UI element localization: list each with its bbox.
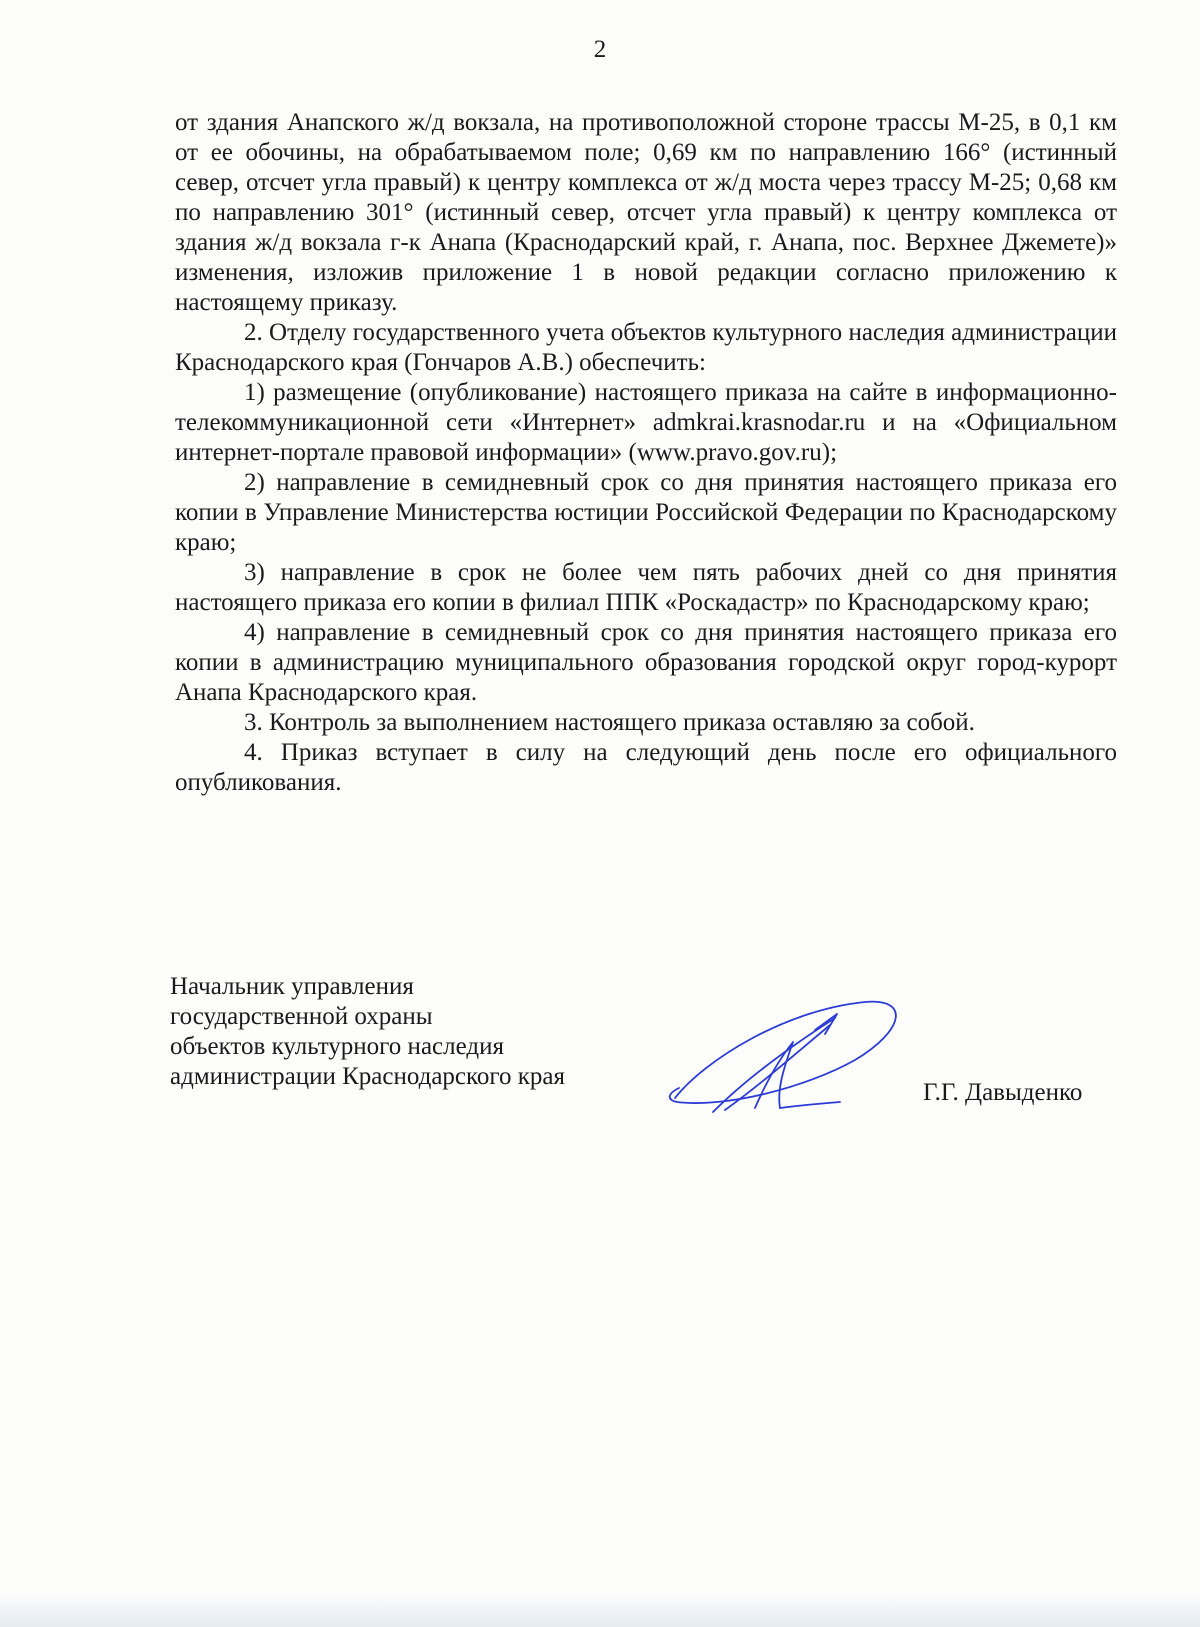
scan-shadow <box>0 1591 1200 1627</box>
document-body <box>175 108 1117 798</box>
signatory-name: Г.Г. Давыденко <box>923 1079 1083 1106</box>
paragraph-item-3: 3. Контроль за выполнением настоящего приказа оставляю за собой. <box>244 709 975 736</box>
page-number: 2 <box>593 36 607 63</box>
signatory-title-line: Начальник управления <box>170 973 414 1000</box>
paragraph-item-2: 2. Отделу государственного учета объектов культурного наследия администрации Краснодарского края (Гончаров А.В.) обеспечить: <box>175 319 1117 376</box>
paragraph-subitem-1: 1) размещение (опубликование) настоящего приказа на сайте в информационно-телекоммуникационной сети «Интернет» admkrai.krasnodar.ru и на «Официальном интернет-портале правовой информации» (www.pravo.gov.ru); <box>175 379 1117 466</box>
paragraph-subitem-2: 2) направление в семидневный срок со дня принятия настоящего приказа его копии в Управление Министерства юстиции Российской Федерации по Краснодарскому краю; <box>175 469 1117 556</box>
signatory-title-line: государственной охраны <box>170 1003 433 1030</box>
paragraph-continuation: от здания Анапского ж/д вокзала, на противоположной стороне трассы М-25, в 0,1 км от ее обочины, на обрабатываемом поле; 0,69 км по направлению 166° (истинный север, отсчет угла правый) к центру комплекса от ж/д моста через трассу М-25; 0,68 км по направлению 301° (истинный север, отсчет угла правый) к центру комплекса от здания ж/д вокзала г-к Анапа (Краснодарский край, г. Анапа, пос. Верхнее Джемете)» изменения, изложив приложение 1 в новой редакции согласно приложению к настоящему приказу. <box>175 109 1117 316</box>
paragraph-subitem-3: 3) направление в срок не более чем пять рабочих дней со дня принятия настоящего приказа его копии в филиал ППК «Роскадастр» по Краснодарскому краю; <box>175 559 1117 616</box>
paragraph-item-4: 4. Приказ вступает в силу на следующий день после его официального опубликования. <box>175 739 1117 796</box>
signatory-title-line: объектов культурного наследия <box>170 1033 504 1060</box>
paragraph-subitem-4: 4) направление в семидневный срок со дня принятия настоящего приказа его копии в администрацию муниципального образования городской округ город-курорт Анапа Краснодарского края. <box>175 619 1117 706</box>
signatory-title-line: администрации Краснодарского края <box>170 1063 566 1090</box>
handwritten-signature <box>665 990 915 1130</box>
signatory-title <box>170 972 565 1092</box>
